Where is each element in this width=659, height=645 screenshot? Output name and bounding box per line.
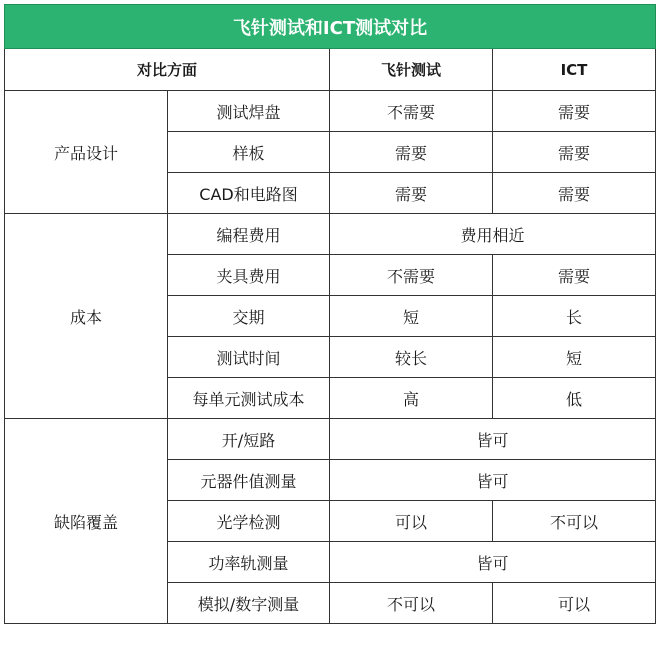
ict-value-cell: 需要 — [493, 173, 656, 214]
header-row — [5, 49, 656, 91]
group-label: 缺陷覆盖 — [5, 419, 168, 624]
group-label: 成本 — [5, 214, 168, 419]
flying-probe-value-cell: 不需要 — [330, 255, 493, 296]
aspect-item-cell: 样板 — [168, 132, 330, 173]
aspect-item-cell: 每单元测试成本 — [168, 378, 330, 419]
merged-value-cell: 皆可 — [330, 460, 656, 501]
aspect-item-cell: 模拟/数字测量 — [168, 583, 330, 624]
header-aspect: 对比方面 — [5, 49, 330, 91]
aspect-item-cell: 元器件值测量 — [168, 460, 330, 501]
ict-value-cell: 需要 — [493, 255, 656, 296]
aspect-item-cell: 功率轨测量 — [168, 542, 330, 583]
flying-probe-value-cell: 不可以 — [330, 583, 493, 624]
flying-probe-value-cell: 需要 — [330, 173, 493, 214]
table-title: 飞针测试和ICT测试对比 — [5, 5, 656, 49]
flying-probe-value-cell: 高 — [330, 378, 493, 419]
flying-probe-value-cell: 不需要 — [330, 91, 493, 132]
ict-value-cell: 长 — [493, 296, 656, 337]
flying-probe-value-cell: 可以 — [330, 501, 493, 542]
aspect-item-cell: 测试时间 — [168, 337, 330, 378]
aspect-item-cell: 交期 — [168, 296, 330, 337]
ict-value-cell: 不可以 — [493, 501, 656, 542]
comparison-table — [4, 4, 656, 624]
table-row — [5, 214, 656, 255]
flying-probe-value-cell: 短 — [330, 296, 493, 337]
title-row — [5, 5, 656, 49]
flying-probe-value-cell: 较长 — [330, 337, 493, 378]
header-flying-probe: 飞针测试 — [330, 49, 493, 91]
ict-value-cell: 可以 — [493, 583, 656, 624]
ict-value-cell: 需要 — [493, 132, 656, 173]
ict-value-cell: 需要 — [493, 91, 656, 132]
comparison-table-container — [4, 4, 655, 624]
ict-value-cell: 短 — [493, 337, 656, 378]
aspect-item-cell: 测试焊盘 — [168, 91, 330, 132]
flying-probe-value-cell: 需要 — [330, 132, 493, 173]
merged-value-cell: 皆可 — [330, 419, 656, 460]
table-row — [5, 91, 656, 132]
aspect-item-cell: 夹具费用 — [168, 255, 330, 296]
ict-value-cell: 低 — [493, 378, 656, 419]
table-row — [5, 419, 656, 460]
merged-value-cell: 皆可 — [330, 542, 656, 583]
merged-value-cell: 费用相近 — [330, 214, 656, 255]
aspect-item-cell: 开/短路 — [168, 419, 330, 460]
table-body — [5, 91, 656, 624]
group-label: 产品设计 — [5, 91, 168, 214]
aspect-item-cell: 编程费用 — [168, 214, 330, 255]
aspect-item-cell: CAD和电路图 — [168, 173, 330, 214]
header-ict: ICT — [493, 49, 656, 91]
aspect-item-cell: 光学检测 — [168, 501, 330, 542]
